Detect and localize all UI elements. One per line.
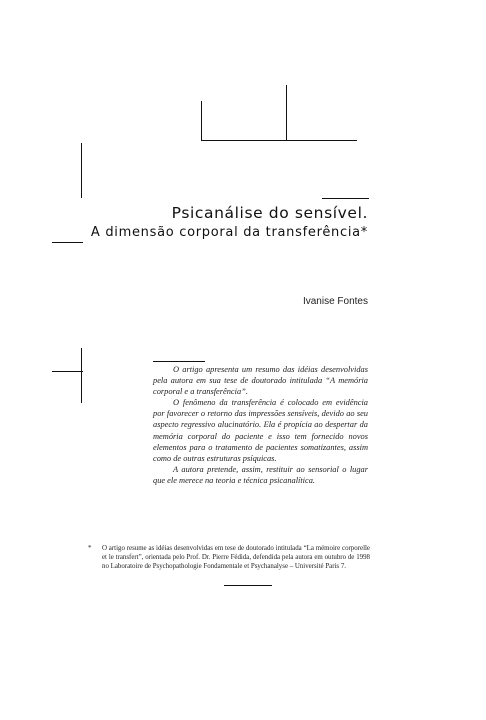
abstract-paragraph: O artigo apresenta um resumo das idéias desenvolvidas pela autora em sua tese de doutorado intitulada “A memória corporal e a transferência”.	[153, 365, 368, 397]
right-short-rule	[322, 198, 369, 199]
abstract-paragraph: A autora pretende, assim, restituir ao sensorial o lugar que ele merece na teoria e técnica psicanalítica.	[153, 464, 368, 485]
abstract	[153, 364, 368, 486]
abstract-paragraph: O fenômeno da transferência é colocado em evidência por favorecer o retorno das impressões sensíveis, devido ao seu aspecto regressivo alucinatório. Ela é propícia ao despertar da memória corporal do paciente e isso tem fornecido novos elementos para o tratamento de pacientes somatizantes, assim como de outras estruturas psíquicas.	[153, 398, 368, 463]
top-vertical-rule-left	[201, 101, 202, 141]
abstract-top-rule	[153, 361, 205, 362]
top-horizontal-rule	[201, 140, 357, 141]
footnote-text: O artigo resume as idéias desenvolvidas em tese de doutorado intitulada “La mémoire corporelle et le transfert”, orientada pelo Prof. Dr. Pierre Fédida, defendida pela autora em outubro de 1998 no Laboratoire de Psychopathologie Fondamentale et Psychanalyse – Université Paris 7.	[102, 545, 370, 570]
top-vertical-rule-right	[286, 85, 287, 141]
author-name: Ivanise Fontes	[302, 296, 368, 307]
left-vertical-rule-lower	[81, 348, 82, 403]
footnote-bottom-rule	[224, 585, 272, 586]
left-vertical-rule-upper	[81, 143, 82, 198]
footnote	[88, 544, 370, 571]
left-short-rule-upper	[52, 242, 83, 243]
left-short-rule-lower	[52, 371, 83, 372]
article-subtitle: A dimensão corporal da transferência*	[90, 225, 368, 240]
footnote-marker: *	[88, 545, 92, 552]
article-title: Psicanálise do sensível.	[171, 204, 368, 222]
